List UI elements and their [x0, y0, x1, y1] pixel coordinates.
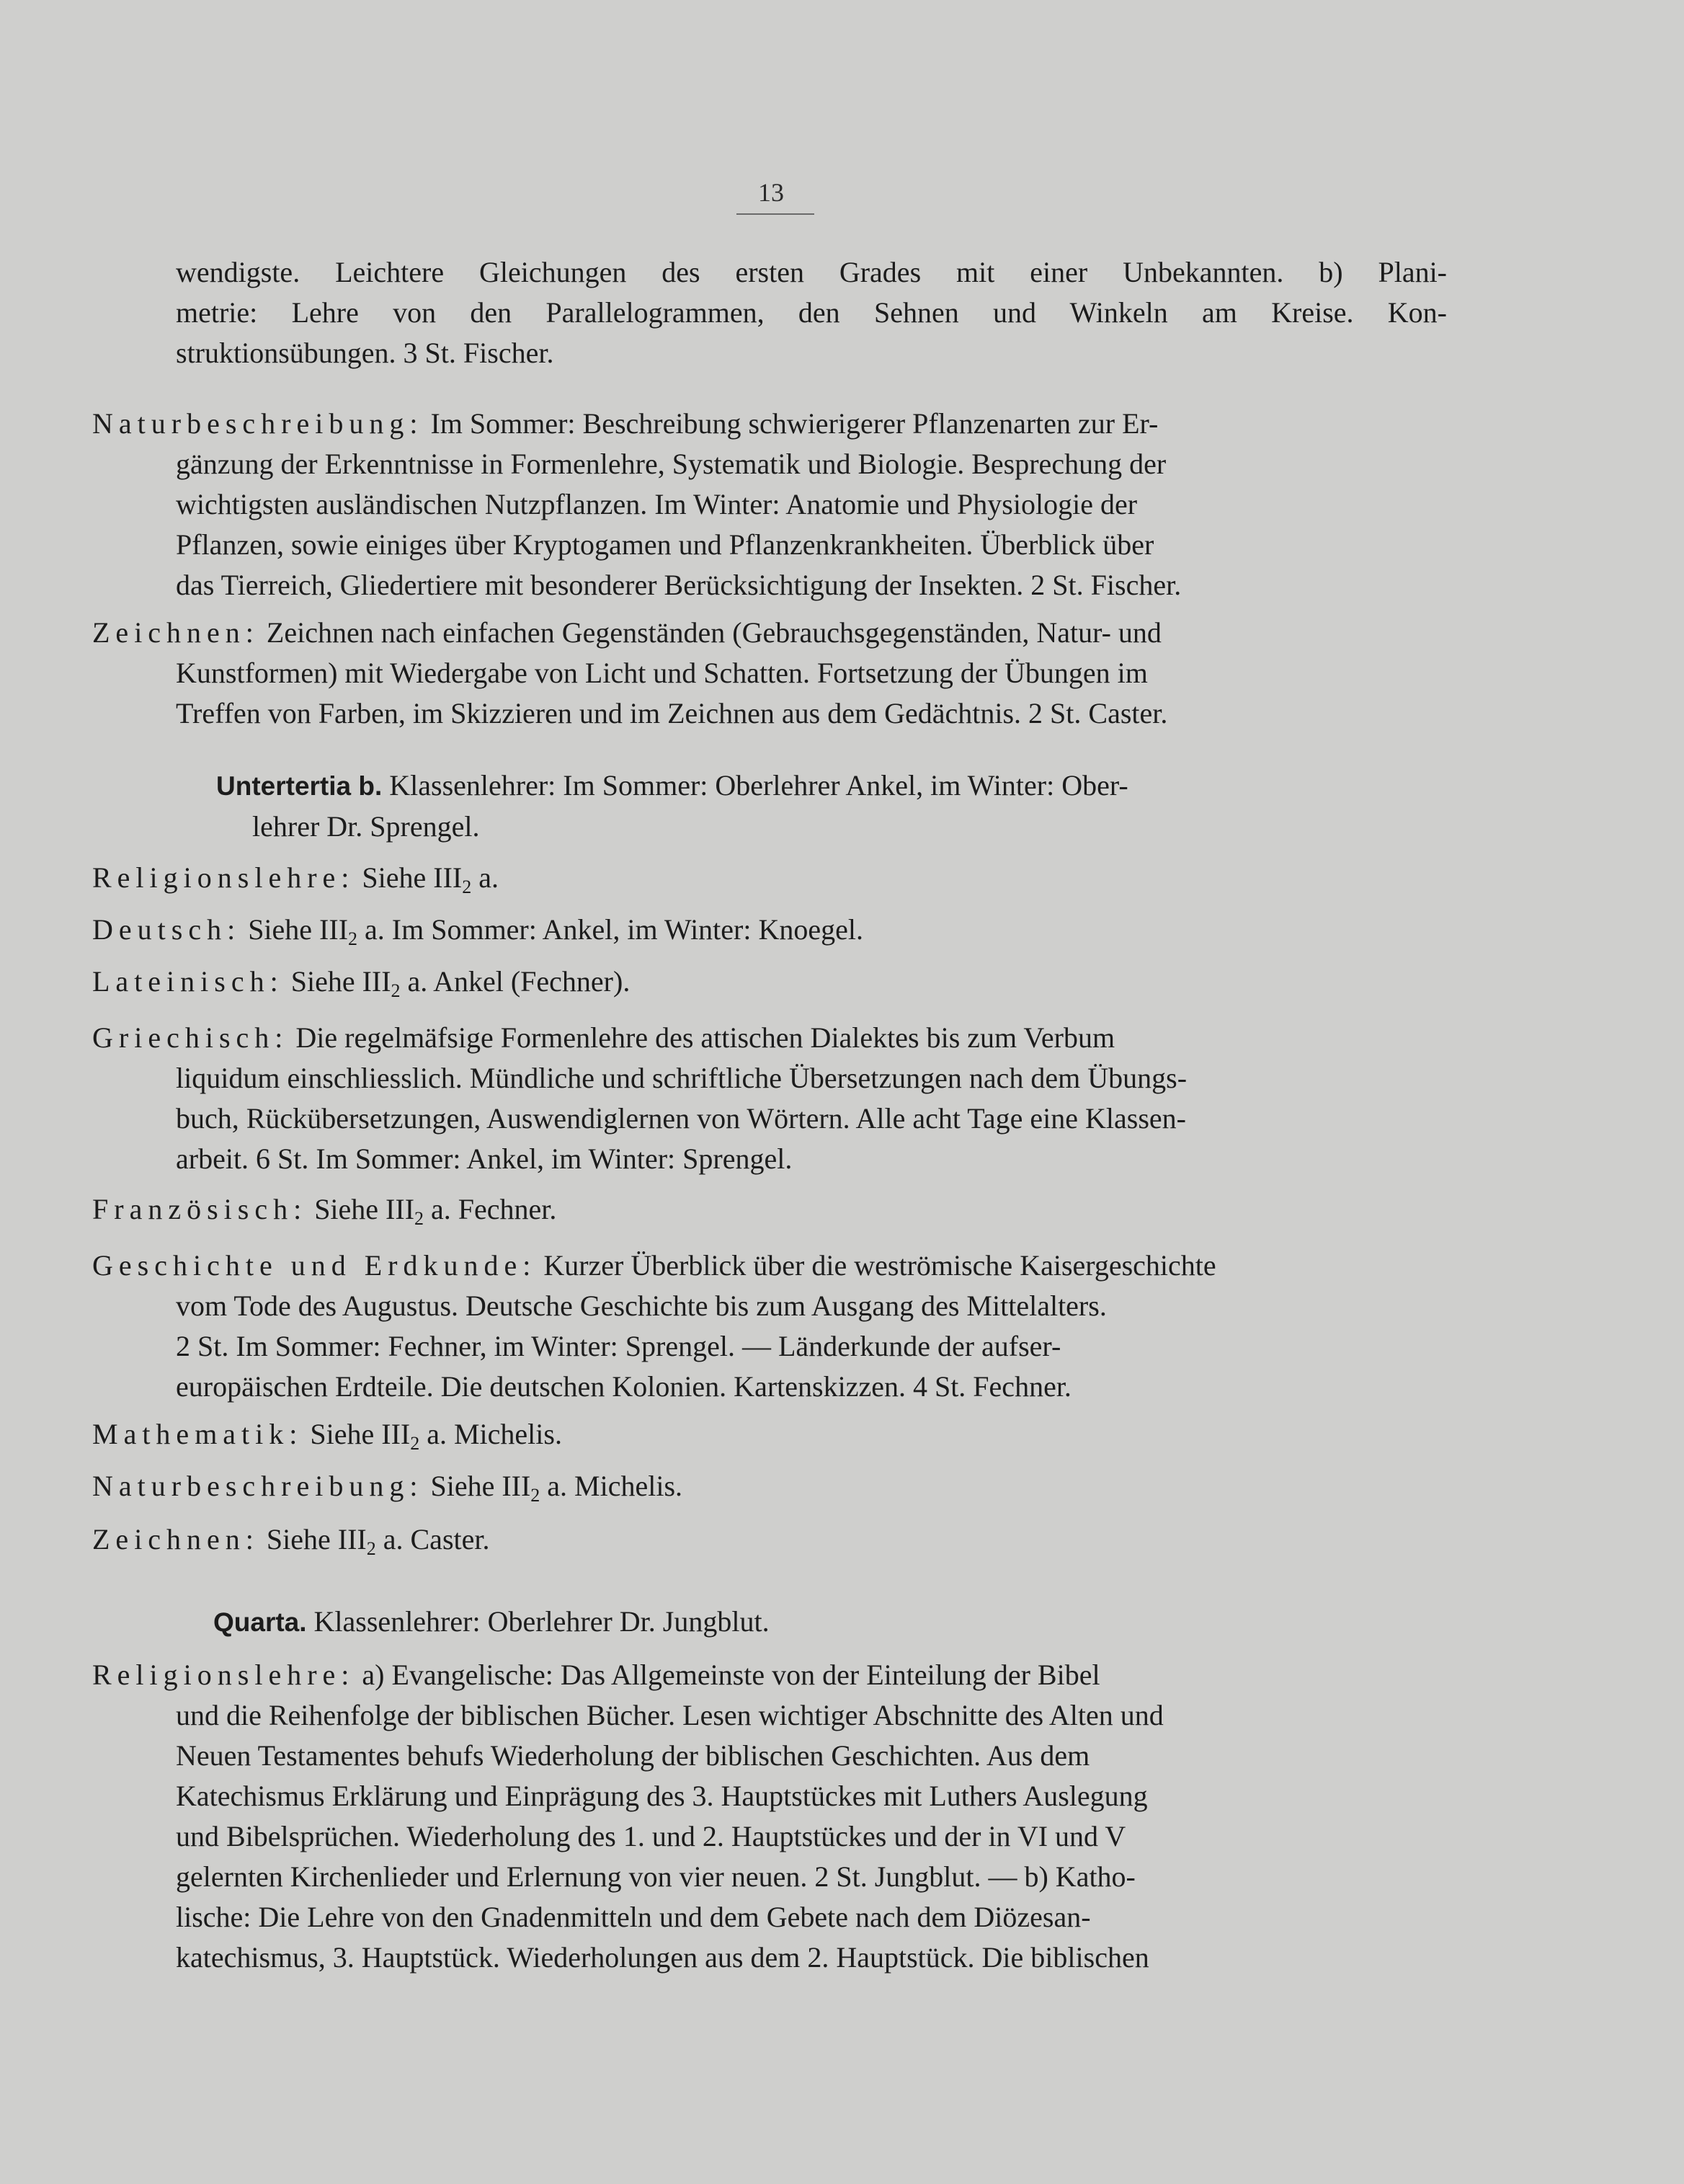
text-line: a. Michelis. — [419, 1418, 562, 1450]
text-line: Klassenlehrer: Oberlehrer Dr. Jungblut. — [313, 1605, 770, 1638]
entry-griechisch — [92, 1018, 1447, 1179]
text-line: das Tierreich, Gliedertiere mit besonderer Berücksichtigung der Insekten. 2 St. Fischer. — [176, 569, 1182, 601]
text-line: Neuen Testamentes behufs Wiederholung der biblischen Geschichten. Aus dem — [176, 1739, 1090, 1772]
subject-label: Deutsch: — [92, 913, 241, 946]
text-line: wendigste. Leichtere Gleichungen des ersten Grades mit einer Unbekannten. b) Plani- — [176, 256, 1447, 288]
subject-label: Lateinisch: — [92, 965, 284, 998]
text-line: Katechismus Erklärung und Einprägung des 3. Hauptstückes mit Luthers Auslegung — [176, 1780, 1148, 1812]
grade-heading: Quarta. — [213, 1607, 307, 1637]
text-line: Siehe III — [266, 1523, 367, 1555]
subscript: 2 — [530, 1485, 540, 1506]
text-line: a. Fechner. — [424, 1193, 557, 1225]
text-line: Die regelmäfsige Formenlehre des attischen Dialektes bis zum Verbum — [295, 1021, 1115, 1054]
page-number-rule — [736, 213, 814, 215]
entry-religionslehre — [92, 858, 1447, 902]
text-line: Treffen von Farben, im Skizzieren und im Zeichnen aus dem Gedächtnis. 2 St. Caster. — [176, 697, 1168, 729]
text-line: europäischen Erdteile. Die deutschen Kolonien. Kartenskizzen. 4 St. Fechner. — [176, 1370, 1072, 1403]
subscript: 2 — [366, 1538, 376, 1559]
text-line: a. Michelis. — [540, 1470, 683, 1502]
section-untertertia-b — [216, 765, 1447, 847]
text-line: Siehe III — [310, 1418, 411, 1450]
text-line: katechismus, 3. Hauptstück. Wiederholungen aus dem 2. Hauptstück. Die biblischen — [176, 1941, 1149, 1974]
subject-label: Französisch: — [92, 1193, 308, 1225]
entry-franzoesisch — [92, 1189, 1447, 1233]
subject-label: Naturbeschreibung: — [92, 407, 424, 440]
entry-geschichte-erdkunde — [92, 1246, 1447, 1407]
entry-lateinisch — [92, 962, 1447, 1006]
text-line: Pflanzen, sowie einiges über Kryptogamen und Pflanzenkrankheiten. Überblick über — [176, 528, 1154, 561]
subject-label: Religionslehre: — [92, 1659, 355, 1691]
entry-naturbeschreibung — [92, 404, 1447, 605]
text-line: a. Im Sommer: Ankel, im Winter: Knoegel. — [357, 913, 863, 946]
entry-zeichnen — [92, 613, 1447, 734]
entry-zeichnen-2 — [92, 1519, 1447, 1563]
text-line: lische: Die Lehre von den Gnadenmitteln und dem Gebete nach dem Diözesan- — [176, 1901, 1091, 1933]
text-line: und die Reihenfolge der biblischen Bücher. Lesen wichtiger Abschnitte des Alten und — [176, 1699, 1164, 1731]
text-line: Siehe III — [314, 1193, 415, 1225]
entry-naturbeschreibung-2 — [92, 1466, 1447, 1510]
text-line: lehrer Dr. Sprengel. — [252, 810, 480, 843]
text-line: Kurzer Überblick über die weströmische Kaisergeschichte — [543, 1249, 1216, 1282]
text-line: Klassenlehrer: Im Sommer: Oberlehrer Ankel, im Winter: Ober- — [389, 769, 1128, 802]
text-line: Siehe III — [290, 965, 391, 998]
text-line: liquidum einschliesslich. Mündliche und schriftliche Übersetzungen nach dem Übungs- — [176, 1062, 1188, 1094]
text-line: Siehe III — [430, 1470, 531, 1502]
text-line: buch, Rückübersetzungen, Auswendiglernen von Wörtern. Alle acht Tage eine Klassen- — [176, 1102, 1186, 1135]
subscript: 2 — [462, 876, 472, 897]
text-line: wichtigsten ausländischen Nutzpflanzen. Im Winter: Anatomie und Physiologie der — [176, 488, 1138, 520]
text-line: 2 St. Im Sommer: Fechner, im Winter: Sprengel. — Länderkunde der aufser- — [176, 1330, 1061, 1362]
text-line: gänzung der Erkenntnisse in Formenlehre, Systematik und Biologie. Besprechung der — [176, 448, 1167, 480]
text-line: Zeichnen nach einfachen Gegenständen (Gebrauchsgegenständen, Natur- und — [266, 616, 1162, 649]
subject-label: Zeichnen: — [92, 616, 259, 649]
subscript: 2 — [348, 928, 358, 949]
text-line: a) Evangelische: Das Allgemeinste von der Einteilung der Bibel — [362, 1659, 1100, 1691]
subject-label: Griechisch: — [92, 1021, 289, 1054]
text-line: gelernten Kirchenlieder und Erlernung von vier neuen. 2 St. Jungblut. — b) Katho- — [176, 1860, 1136, 1893]
text-line: struktionsübungen. 3 St. Fischer. — [176, 337, 554, 369]
text-line: Im Sommer: Beschreibung schwierigerer Pflanzenarten zur Er- — [430, 407, 1159, 440]
text-line: a. — [471, 861, 499, 894]
text-line: und Bibelsprüchen. Wiederholung des 1. und 2. Hauptstückes und der in VI und V — [176, 1820, 1126, 1852]
subscript: 2 — [410, 1433, 420, 1454]
entry-religionslehre-quarta — [92, 1655, 1447, 1978]
subscript: 2 — [414, 1208, 424, 1229]
grade-heading: Untertertia b. — [216, 771, 383, 801]
entry-deutsch — [92, 910, 1447, 954]
text-line: Kunstformen) mit Wiedergabe von Licht und Schatten. Fortsetzung der Übungen im — [176, 657, 1148, 689]
text-line: a. Ankel (Fechner). — [400, 965, 631, 998]
page-number: 13 — [758, 178, 784, 207]
text-line: a. Caster. — [375, 1523, 490, 1555]
subject-label: Mathematik: — [92, 1418, 303, 1450]
text-line: Siehe III — [362, 861, 463, 894]
text-line: vom Tode des Augustus. Deutsche Geschichte bis zum Ausgang des Mittelalters. — [176, 1289, 1107, 1322]
section-quarta — [213, 1602, 1447, 1643]
subscript: 2 — [391, 980, 401, 1001]
text-line: Siehe III — [248, 913, 349, 946]
entry-mathematik — [92, 1414, 1447, 1458]
text-line: arbeit. 6 St. Im Sommer: Ankel, im Winter: Sprengel. — [176, 1142, 793, 1175]
subject-label: Geschichte und Erdkunde: — [92, 1249, 537, 1282]
subject-label: Religionslehre: — [92, 861, 355, 894]
continuation-paragraph — [176, 252, 1447, 373]
subject-label: Zeichnen: — [92, 1523, 259, 1555]
text-line: metrie: Lehre von den Parallelogrammen, den Sehnen und Winkeln am Kreise. Kon- — [176, 296, 1447, 329]
subject-label: Naturbeschreibung: — [92, 1470, 424, 1502]
